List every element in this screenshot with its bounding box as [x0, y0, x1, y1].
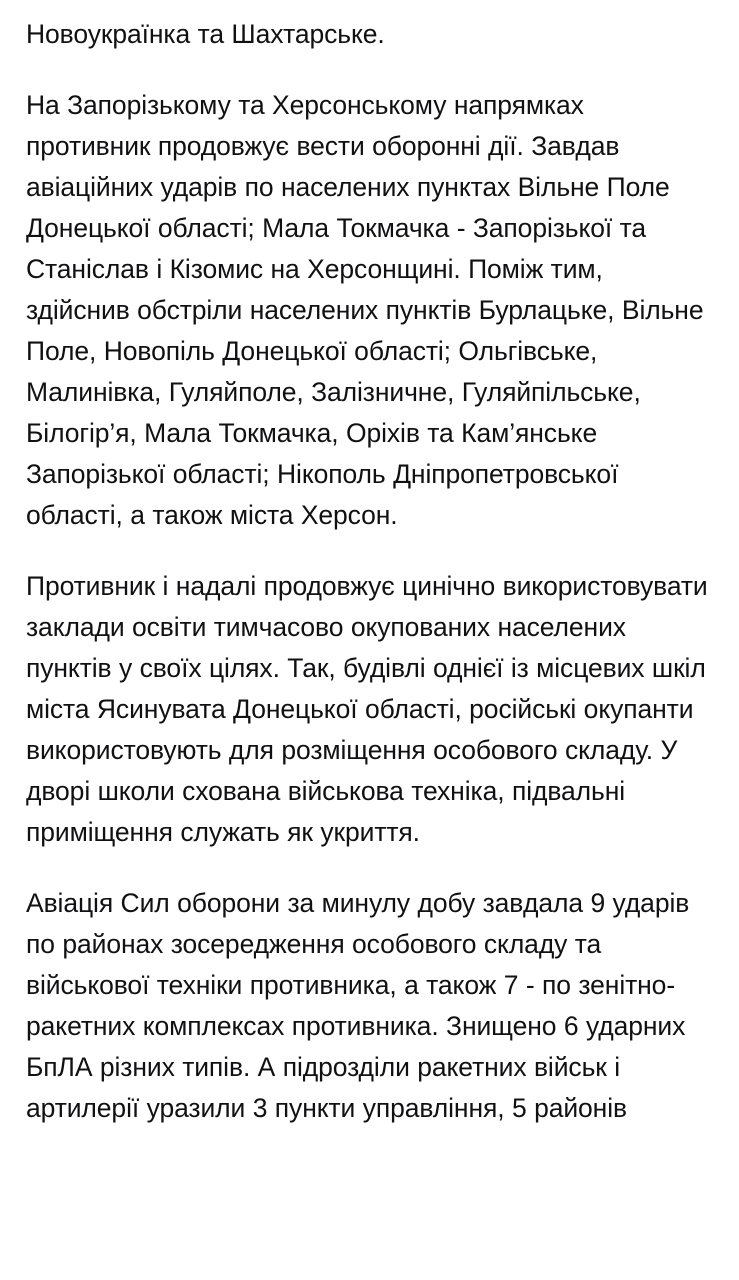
- paragraph-3: Противник і надалі продовжує цинічно використовувати заклади освіти тимчасово окупованих населених пунктів у своїх цілях. Так, будівлі однієї із місцевих шкіл міста Ясинувата Донецької області, російські окупанти використовують для розміщення особового складу. У дворі школи схована військова техніка, підвальні приміщення служать як укриття.: [26, 571, 716, 847]
- paragraph-1: Новоукраїнка та Шахтарське.: [26, 19, 385, 49]
- paragraph-4: Авіація Сил оборони за минулу добу завдала 9 ударів по районах зосередження особового складу та військової техніки противника, а також 7 - по зенітно-ракетних комплексах противника. Знищено 6 ударних БпЛА різних типів. А підрозділи ракетних військ і артилерії уразили 3 пункти управління, 5 районів: [26, 888, 697, 1123]
- paragraph-2: На Запорізькому та Херсонському напрямках противник продовжує вести оборонні дії. Завдав авіаційних ударів по населених пунктах Вільне Поле Донецької області; Мала Токмачка - Запорізької та Станіслав і Кізомис на Херсонщині. Поміж тим, здійснив обстріли населених пунктів Бурлацьке, Вільне Поле, Новопіль Донецької області; Ольгівське, Малинівка, Гуляйполе, Залізничне, Гуляйпільське, Білогір’я, Мала Токмачка, Оріхів та Кам’янське Запорізької області; Нікополь Дніпропетровської області, а також міста Херсон.: [26, 90, 711, 530]
